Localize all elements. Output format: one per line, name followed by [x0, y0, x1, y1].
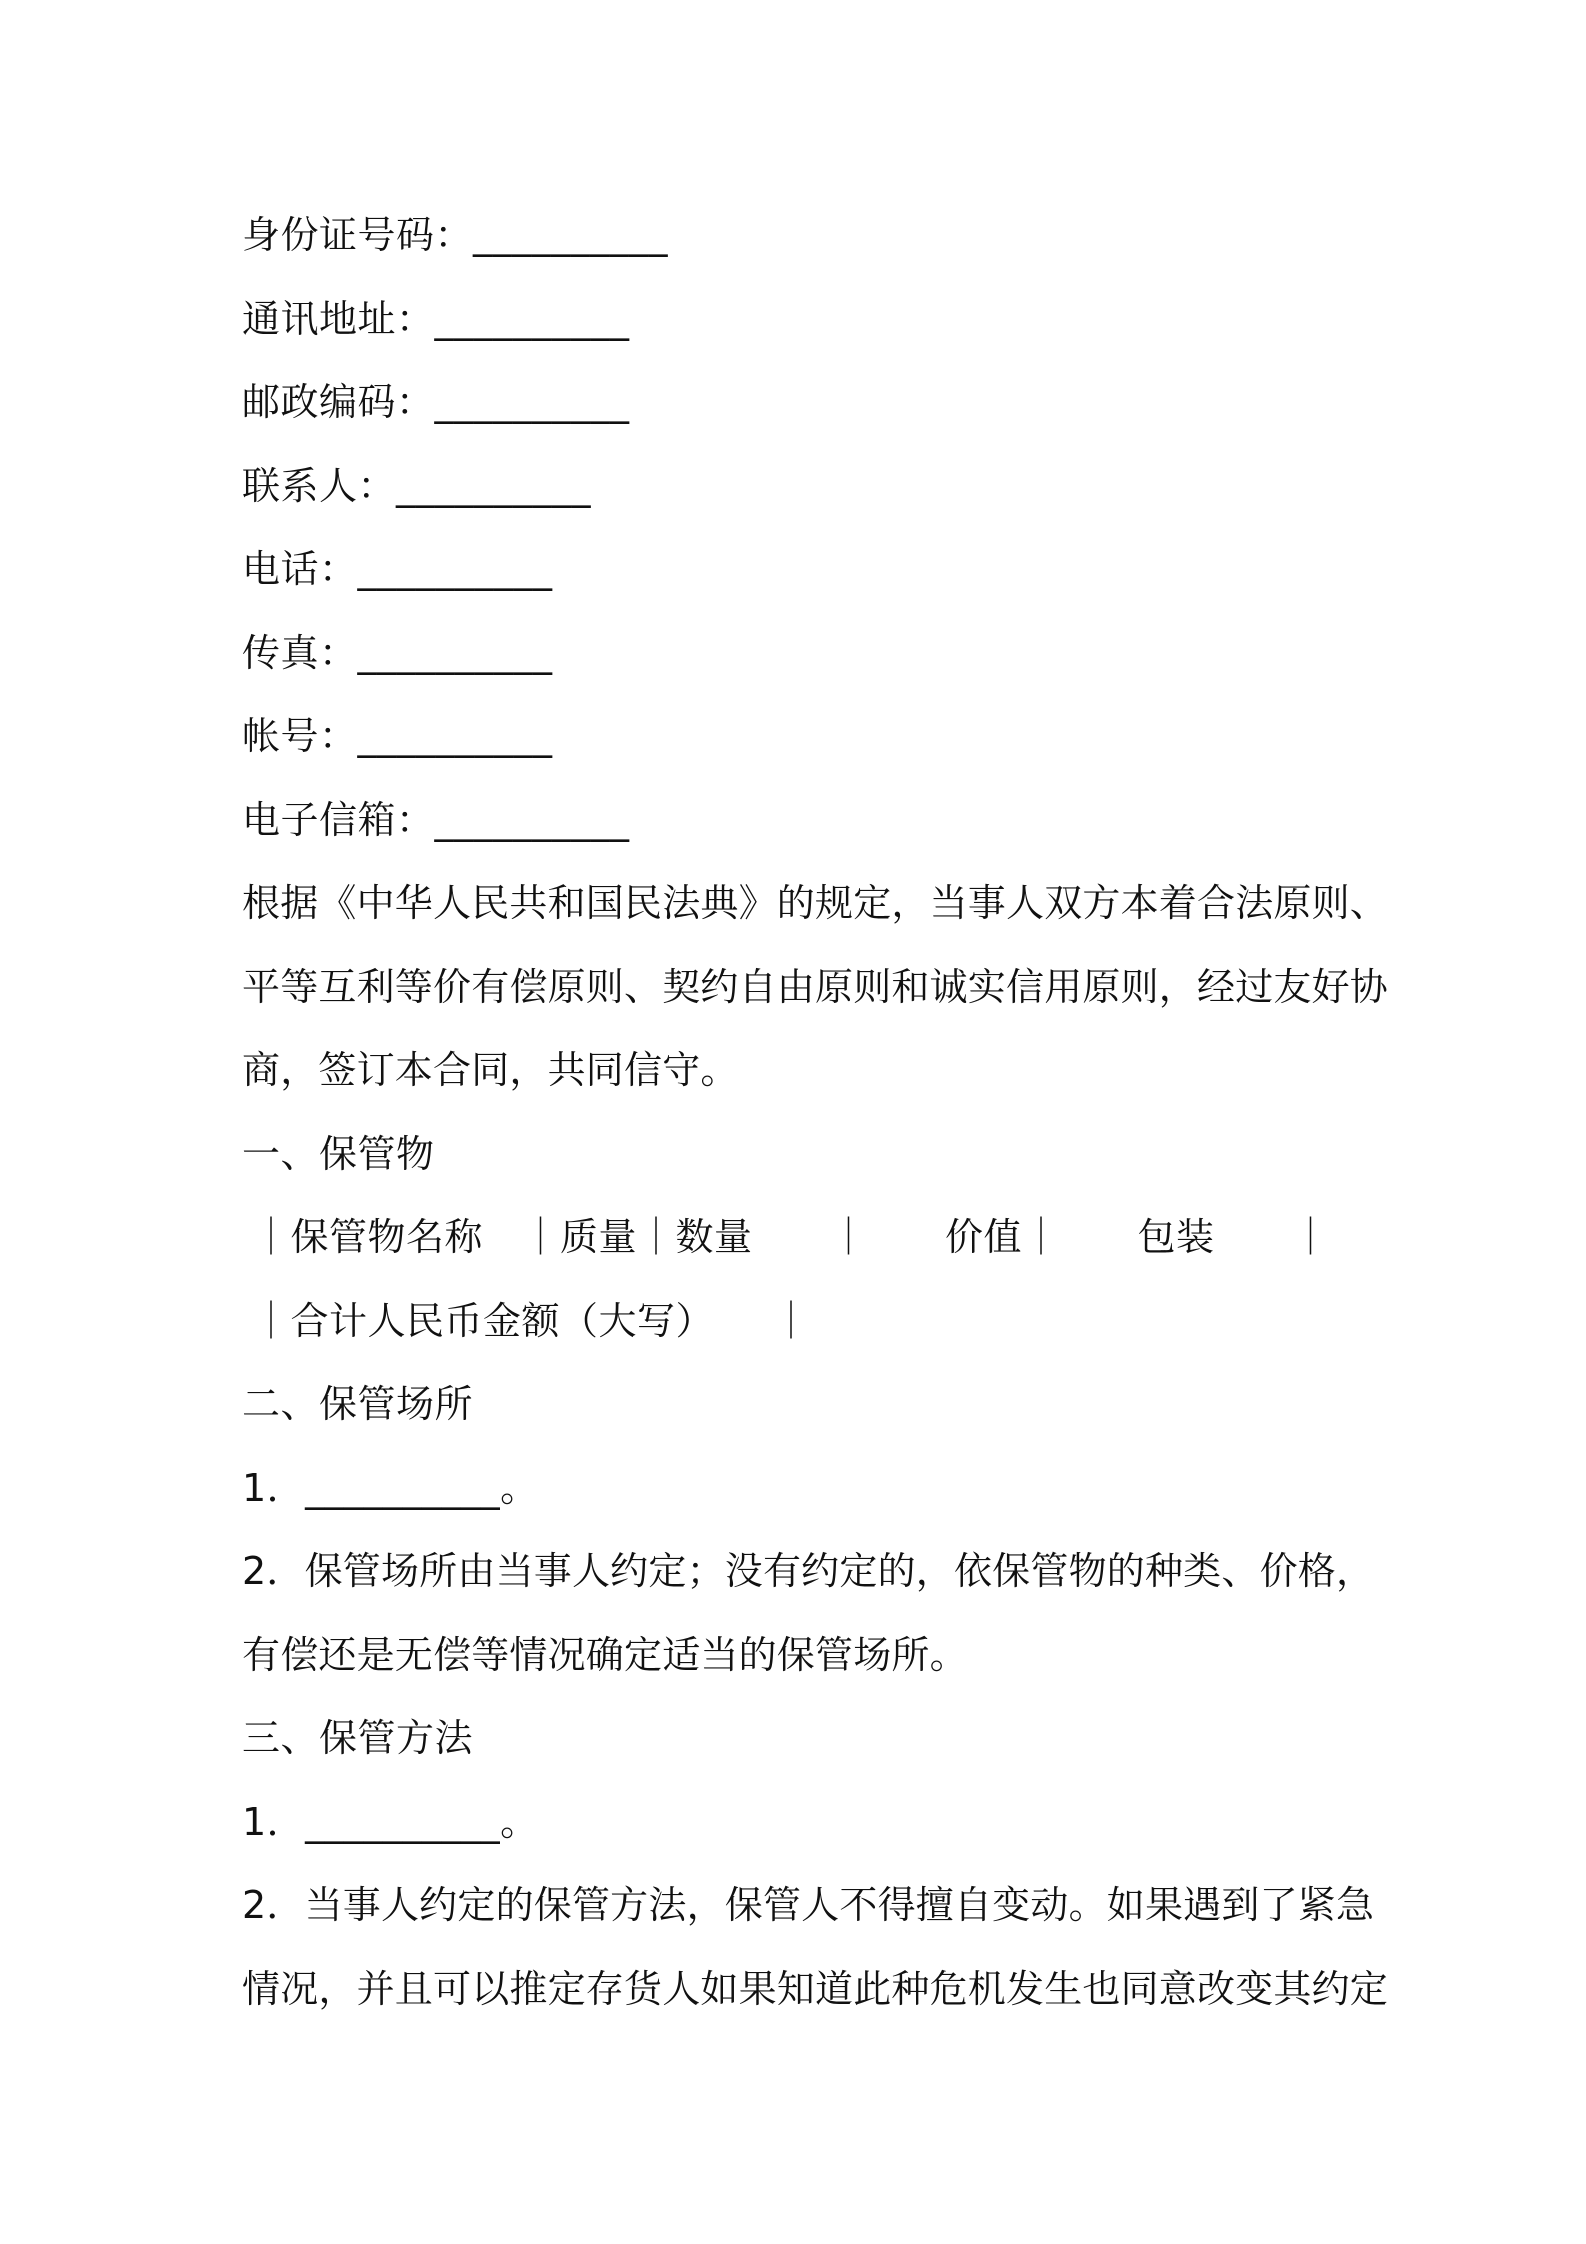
- preamble-line: 商，签订本合同，共同信守。: [242, 1048, 739, 1092]
- paragraph-line: 2．保管场所由当事人约定；没有约定的，依保管物的种类、价格，: [242, 1549, 1375, 1593]
- storage-table-header: ｜保管物名称 ｜质量｜数量 ｜ 价值｜ 包装 ｜: [252, 1215, 1331, 1259]
- paragraph-line: 2．当事人约定的保管方法，保管人不得擅自变动。如果遇到了紧急: [242, 1883, 1375, 1927]
- field-email: 电子信箱：__________: [242, 797, 630, 842]
- field-postal-code: 邮政编码：__________: [242, 380, 630, 424]
- field-fax: 传真：__________: [242, 630, 553, 675]
- field-account: 帐号：__________: [242, 714, 553, 758]
- field-contact-person: 联系人：__________: [242, 463, 592, 508]
- document-body: [242, 194, 1389, 2031]
- preamble-line: 根据《中华人民共和国民法典》的规定，当事人双方本着合法原则、: [242, 881, 1389, 925]
- field-address: 通讯地址：__________: [242, 296, 630, 341]
- paragraph-line: 有偿还是无偿等情况确定适当的保管场所。: [242, 1632, 968, 1677]
- field-phone: 电话：__________: [242, 547, 553, 591]
- field-id-number: 身份证号码：__________: [242, 213, 669, 257]
- section-heading-storage-place: 二、保管场所: [242, 1382, 474, 1426]
- storage-place-item-2: [242, 1530, 1375, 1697]
- storage-method-item-1: 1．__________。: [242, 1799, 539, 1844]
- storage-method-item-2: [242, 1864, 1389, 2031]
- storage-place-item-1: 1．__________。: [242, 1465, 539, 1510]
- section-heading-storage-method: 三、保管方法: [242, 1716, 474, 1760]
- preamble-line: 平等互利等价有偿原则、契约自由原则和诚实信用原则，经过友好协: [242, 964, 1389, 1009]
- section-heading-storage-items: 一、保管物: [242, 1131, 435, 1176]
- paragraph-line: 情况，并且可以推定存货人如果知道此种危机发生也同意改变其约定: [242, 1966, 1389, 2011]
- preamble-paragraph: [242, 862, 1389, 1113]
- storage-table-total: ｜合计人民币金额（大写） ｜: [252, 1298, 811, 1343]
